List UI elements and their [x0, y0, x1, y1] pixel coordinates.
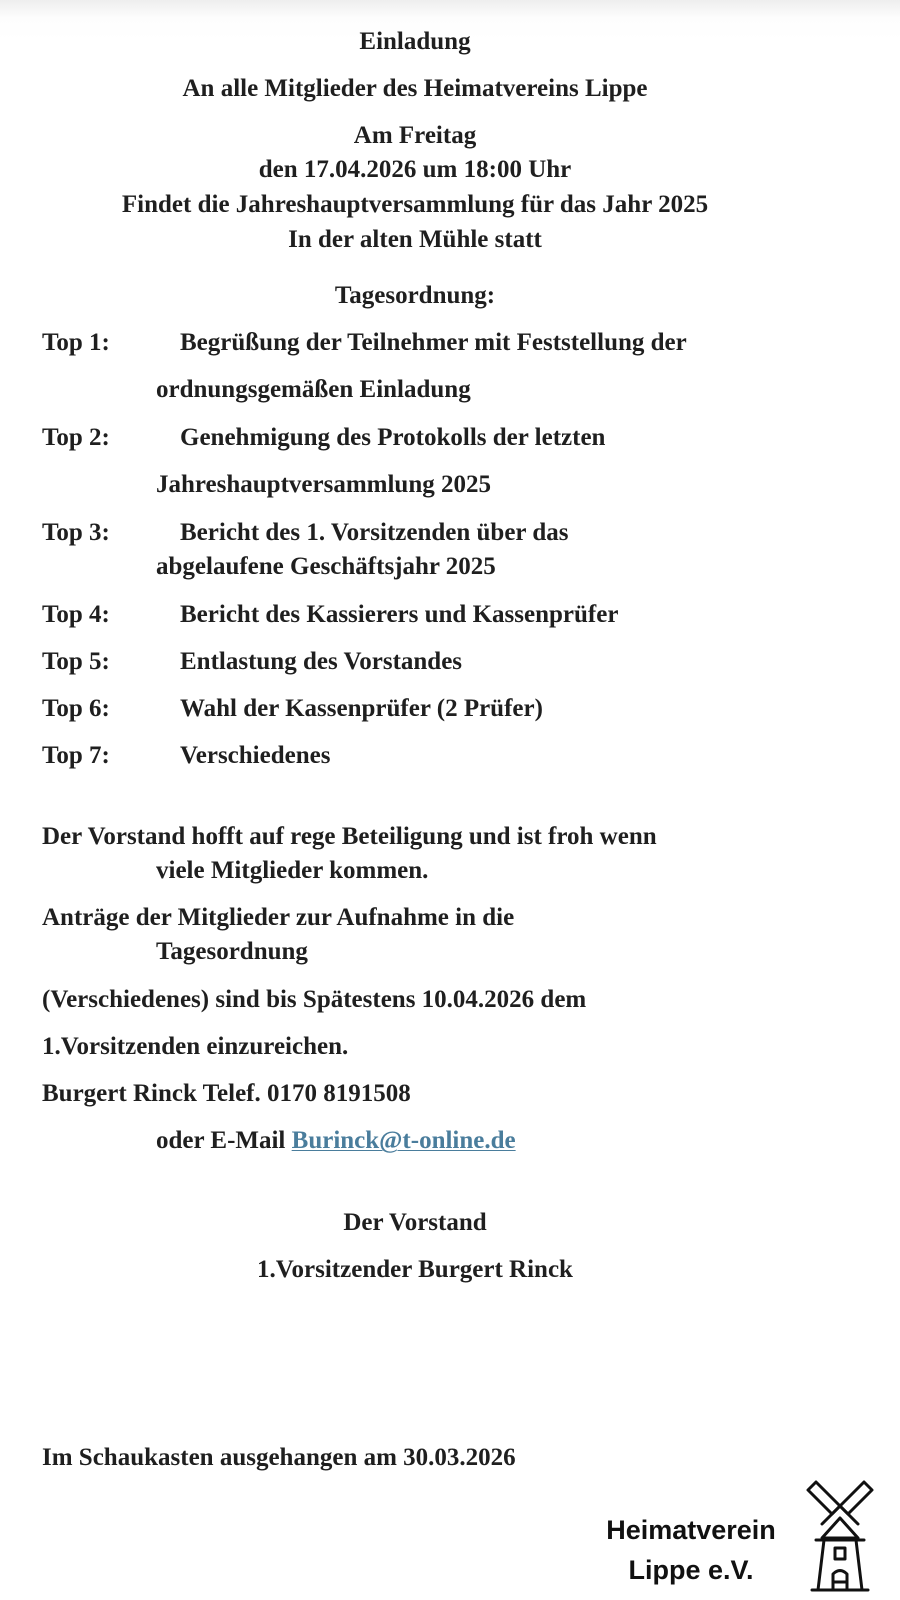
requests-submit-line: 1.Vorsitzenden einzureichen. [42, 1033, 349, 1060]
requests-deadline-line: (Verschiedenes) sind bis Spätestens 10.04.2026 dem [42, 986, 587, 1013]
email-link[interactable]: Burinck@t-online.de [291, 1127, 516, 1154]
event-line: Findet die Jahreshauptversammlung für das Jahr 2025 [121, 191, 709, 218]
agenda-item-continuation: ordnungsgemäßen Einladung [156, 376, 471, 403]
agenda-item-text: Bericht des Kassierers und Kassenprüfer [180, 601, 619, 628]
agenda-item-label: Top 3: [42, 519, 110, 546]
addressee-line: An alle Mitglieder des Heimatvereins Lippe [182, 75, 648, 102]
agenda-item-text: Begrüßung der Teilnehmer mit Feststellung der [180, 329, 687, 356]
requests-line-continuation: Tagesordnung [156, 938, 308, 965]
logo-line-1: Heimatverein [606, 1515, 776, 1545]
email-prefix: oder E-Mail [156, 1127, 286, 1154]
agenda-item-label: Top 1: [42, 329, 110, 356]
agenda-item-text: Entlastung des Vorstandes [180, 648, 463, 675]
requests-line: Anträge der Mitglieder zur Aufnahme in die [42, 904, 515, 931]
agenda-heading: Tagesordnung: [334, 282, 496, 309]
agenda-item-label: Top 5: [42, 648, 110, 675]
hope-line-continuation: viele Mitglieder kommen. [156, 857, 429, 884]
contact-email-line [156, 1126, 516, 1156]
chair-signature: 1.Vorsitzender Burgert Rinck [257, 1256, 573, 1283]
board-signature: Der Vorstand [343, 1209, 487, 1236]
contact-phone: Burgert Rinck Telef. 0170 8191508 [42, 1080, 411, 1107]
location-line: In der alten Mühle statt [288, 226, 542, 253]
agenda-item-text: Genehmigung des Protokolls der letzten [180, 424, 606, 451]
agenda-item-label: Top 6: [42, 695, 110, 722]
posted-date-line: Im Schaukasten ausgehangen am 30.03.2026 [42, 1444, 516, 1471]
logo-line-2: Lippe e.V. [628, 1555, 754, 1585]
agenda-item-text: Wahl der Kassenprüfer (2 Prüfer) [180, 695, 543, 722]
hope-line: Der Vorstand hofft auf rege Beteiligung und ist froh wenn [42, 823, 657, 850]
windmill-icon [800, 1478, 880, 1593]
datetime-line: den 17.04.2026 um 18:00 Uhr [258, 156, 572, 183]
page-title: Einladung [359, 28, 471, 55]
agenda-item-text: Bericht des 1. Vorsitzenden über das [180, 519, 569, 546]
agenda-item-label: Top 4: [42, 601, 110, 628]
agenda-item-label: Top 2: [42, 424, 110, 451]
agenda-item-continuation: Jahreshauptversammlung 2025 [156, 471, 491, 498]
agenda-item-continuation: abgelaufene Geschäftsjahr 2025 [156, 553, 496, 580]
day-line: Am Freitag [353, 122, 477, 149]
agenda-item-label: Top 7: [42, 742, 110, 769]
agenda-item-text: Verschiedenes [180, 742, 331, 769]
